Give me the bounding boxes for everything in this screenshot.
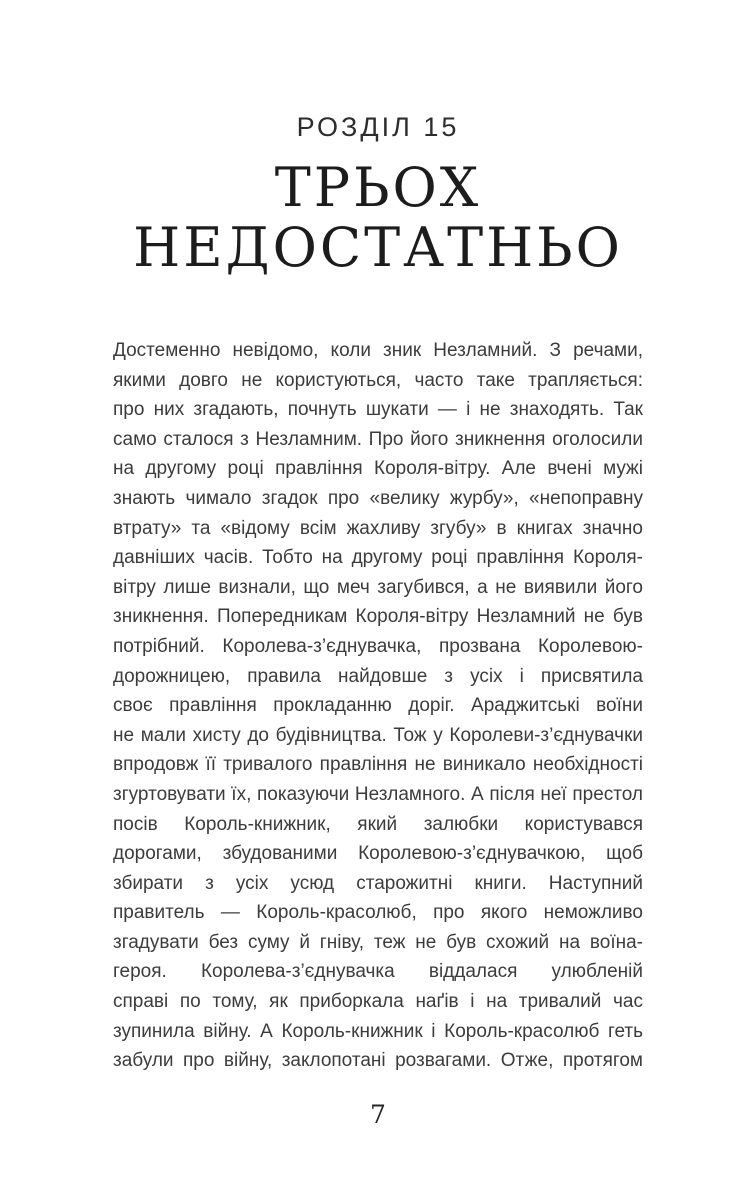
body-text-line: якими довго не користуються, часто таке трапляється: <box>113 369 643 391</box>
body-text-line: потрібний. Королева-з’єднувачка, прозвана Королевою- <box>113 635 643 657</box>
body-text-line: згуртовувати їх, показуючи Незламного. А після неї престол <box>113 783 643 805</box>
body-text-line: на другому році правління Короля-вітру. Але вчені мужі <box>113 458 643 480</box>
body-text-line: зупинила війну. А Король-книжник і Король-красолюб геть <box>113 1020 643 1042</box>
body-text-line: Достеменно невідомо, коли зник Незламний. З речами, <box>113 340 643 361</box>
body-text-line: справі по тому, як приборкала наґів і на тривалий час <box>113 991 643 1013</box>
body-text-line: дорожницею, правила найдовше з усіх і присвятила <box>113 665 643 687</box>
chapter-title-line-2: НЕДОСТАТНЬО <box>133 216 623 279</box>
body-text-line: збирати з усіх усюд старожитні книги. Наступний <box>113 872 643 894</box>
body-text-line: само сталося з Незламним. Про його зникнення оголосили <box>113 428 643 450</box>
body-text-line: вітру лише визнали, що меч загубився, а не виявили його <box>113 576 643 598</box>
body-text-line: героя. Королева-з’єднувачка віддалася улюбленій <box>113 961 643 983</box>
body-text-line: давніших часів. Тобто на другому році правління Короля- <box>113 547 643 569</box>
chapter-title-line-1: ТРЬОХ <box>274 156 482 219</box>
body-text-line: впродовж її тривалого правління не виникало необхідності <box>113 754 643 776</box>
body-text-line: зникнення. Попередникам Короля-вітру Незламний не був <box>113 606 643 628</box>
body-text-line: втрату» та «відому всім жахливу згубу» в книгах значно <box>113 517 643 539</box>
body-text-line: про них згадають, почнуть шукати — і не знаходять. Так <box>113 399 643 421</box>
page-number: 7 <box>370 1100 386 1129</box>
body-text-line: своє правління прокладанню доріг. Араджитські воїни <box>113 695 643 717</box>
chapter-title <box>0 158 756 278</box>
body-text-line: забули про війну, заклопотані розвагами. Отже, протягом <box>113 1050 643 1072</box>
body-text-line: не мали хисту до будівництва. Тож у Королеви-з’єднувачки <box>113 724 643 746</box>
body-text-line: посів Король-книжник, який залюбки користувався <box>113 813 643 835</box>
body-text-line: правитель — Король-красолюб, про якого неможливо <box>113 902 643 924</box>
chapter-label: РОЗДІЛ 15 <box>296 112 460 142</box>
body-text-line: дорогами, збудованими Королевою-з’єднувачкою, щоб <box>113 843 643 865</box>
body-text <box>113 336 643 1076</box>
body-text-line: згадувати без суму й гніву, теж не був схожий на воїна- <box>113 931 643 953</box>
body-text-line: знають чимало згадок про «велику журбу», «непоправну <box>113 487 643 509</box>
